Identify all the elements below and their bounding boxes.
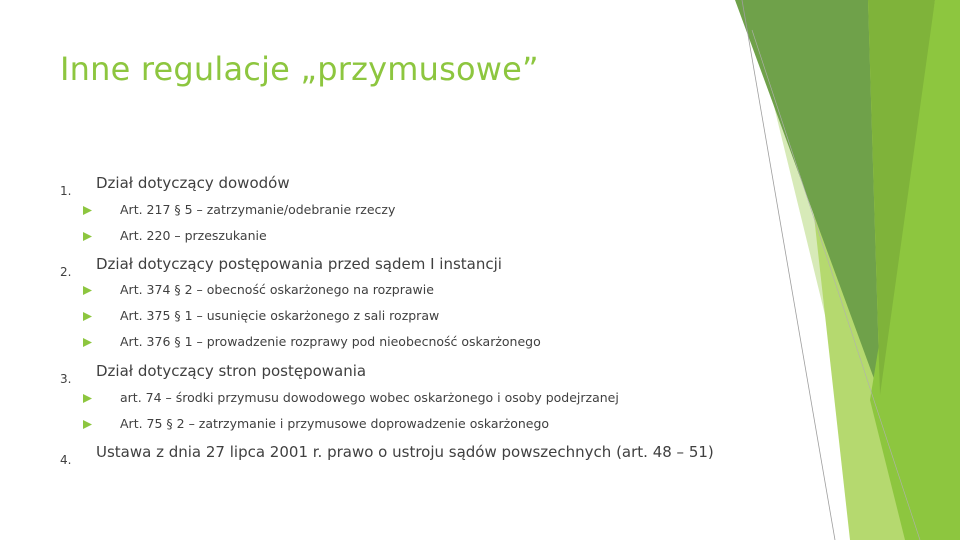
bullet-arrow-icon [83, 206, 92, 215]
bullet-arrow-icon [83, 286, 92, 295]
item-heading: Dział dotyczący postępowania przed sądem I instancji [96, 255, 502, 273]
item-heading: Ustawa z dnia 27 lipca 2001 r. prawo o ustroju sądów powszechnych (art. 48 – 51) [96, 443, 714, 461]
subitem-text: art. 74 – środki przymusu dowodowego wobec oskarżonego i osoby podejrzanej [120, 390, 619, 405]
bullet-arrow-icon [83, 312, 92, 321]
item-number: 2. [60, 265, 72, 279]
item-number: 1. [60, 184, 72, 198]
item-number: 4. [60, 453, 72, 467]
subitem-text: Art. 375 § 1 – usunięcie oskarżonego z sali rozpraw [120, 308, 440, 323]
slide-title: Inne regulacje „przymusowe” [60, 50, 539, 88]
subitem-text: Art. 220 – przeszukanie [120, 228, 267, 243]
item-heading: Dział dotyczący dowodów [96, 174, 290, 192]
bullet-arrow-icon [83, 232, 92, 241]
subitem-text: Art. 217 § 5 – zatrzymanie/odebranie rzeczy [120, 202, 396, 217]
bullet-arrow-icon [83, 420, 92, 429]
decor-shape-dark [735, 0, 880, 395]
item-heading: Dział dotyczący stron postępowania [96, 362, 367, 380]
subitem-text: Art. 376 § 1 – prowadzenie rozprawy pod nieobecność oskarżonego [120, 334, 541, 349]
bullet-arrow-icon [83, 338, 92, 347]
subitem-text: Art. 374 § 2 – obecność oskarżonego na rozprawie [120, 282, 434, 297]
item-number: 3. [60, 372, 72, 386]
subitem-text: Art. 75 § 2 – zatrzymanie i przymusowe doprowadzenie oskarżonego [120, 416, 550, 431]
bullet-arrow-icon [83, 394, 92, 403]
